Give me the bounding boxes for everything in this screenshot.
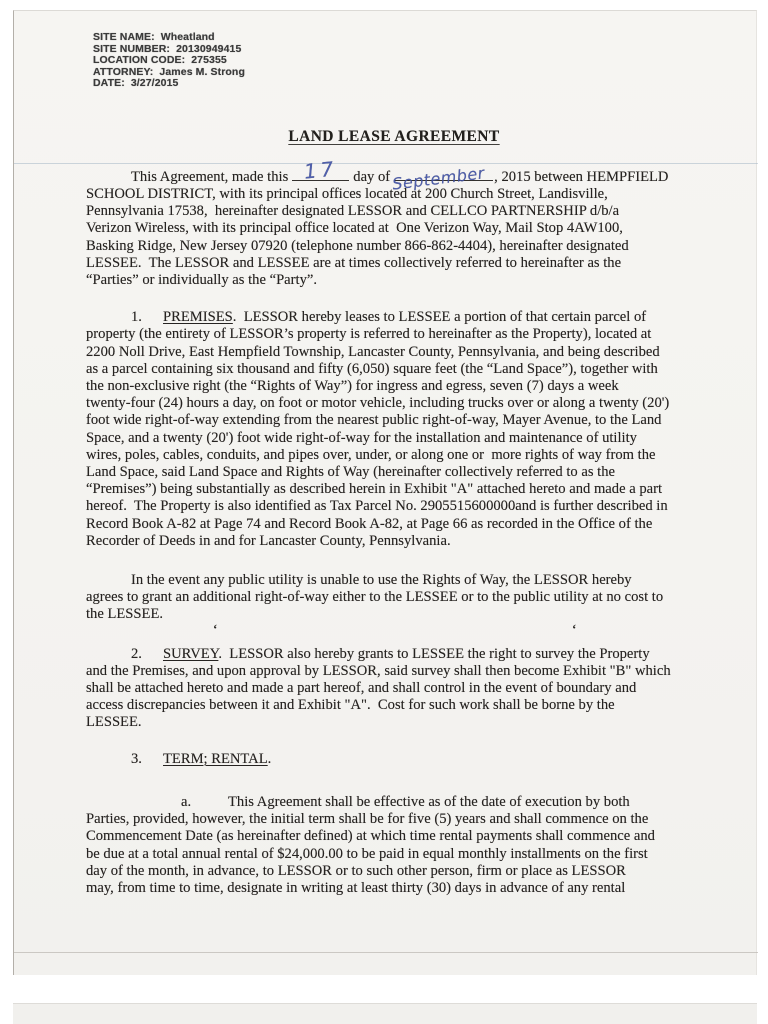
text-line: SCHOOL DISTRICT, with its principal offices located at 200 Church Street, Landisville, xyxy=(86,186,608,202)
premises-lines xyxy=(86,326,702,550)
utility-lines xyxy=(86,589,702,623)
next-page-edge xyxy=(13,1003,757,1024)
handwritten-month: September xyxy=(391,163,486,194)
text-line: foot wide right-of-way extending from the nearest public right-of-way, Mayer Avenue, to the Land xyxy=(86,412,662,429)
suba-label: a. xyxy=(181,793,192,810)
subparagraph-a xyxy=(86,794,702,897)
text-line: “Parties” or individually as the “Party”. xyxy=(86,272,317,289)
survey-section-number: 2. xyxy=(131,645,142,662)
suba-lines xyxy=(86,811,702,897)
document-body xyxy=(86,128,702,897)
utility-first-line: In the event any public utility is unable to use the Rights of Way, the LESSOR hereby xyxy=(131,572,632,589)
term-section-heading: TERM; RENTAL xyxy=(163,750,268,767)
text-line: Pennsylvania 17538, hereinafter designated LESSOR and CELLCO PARTNERSHIP d/b/a xyxy=(86,203,620,220)
text-line: and the Premises, and upon approval by LESSOR, said survey shall then become Exhibit "B" which xyxy=(86,662,671,679)
scan-artifact-line-bottom xyxy=(14,952,758,953)
text-line: twenty-four (24) hours a day, on foot or motor vehicle, including trucks over or along a twenty (20') xyxy=(86,395,670,412)
premises-paragraph xyxy=(86,309,702,550)
text-line: Verizon Wireless, with its principal office located at One Verizon Way, Mail Stop 4AW100, xyxy=(86,220,623,237)
term-heading-line xyxy=(86,751,271,767)
text-line: the non-exclusive right (the “Rights of Way”) for ingress and egress, seven (7) days a week xyxy=(86,378,619,395)
suba-first-line-text: This Agreement shall be effective as of the date of execution by both xyxy=(228,793,630,810)
handwritten-day: 17 xyxy=(303,155,339,184)
text-line: DATE: 3/27/2015 xyxy=(93,77,179,90)
document-page xyxy=(13,10,757,975)
suba-first-line xyxy=(86,794,630,810)
survey-first-line-text: . LESSOR also hereby grants to LESSEE the right to survey the Property xyxy=(218,645,650,662)
text-line: as a parcel containing six thousand and fifty (6,050) square feet (the “Land Space”), together with xyxy=(86,360,658,377)
text-line: be due at a total annual rental of $24,000.00 to be paid in equal monthly installments on the first xyxy=(86,845,648,862)
text-line: shall be attached hereto and made a part hereof, and shall control in the event of boundary and xyxy=(86,680,637,697)
month-blank-line xyxy=(391,163,493,194)
text-line: Land Space, said Land Space and Rights of Way (hereinafter collectively referred to as the xyxy=(86,464,615,481)
intro-lead-text: This Agreement, made this xyxy=(131,168,289,185)
text-line: hereof. The Property is also identified as Tax Parcel No. 2905515600000and is further described in xyxy=(86,498,668,515)
survey-lines xyxy=(86,663,702,732)
text-line: Parties, provided, however, the initial term shall be for five (5) years and shall commence on the xyxy=(86,811,649,828)
document-title xyxy=(86,128,702,145)
day-blank-line xyxy=(292,155,349,184)
text-line: day of the month, in advance, to LESSOR or to such other person, firm or place as LESSOR xyxy=(86,862,626,879)
text-line: Space, and a twenty (20') foot wide right-of-way for the installation and maintenance of utility xyxy=(86,429,637,446)
text-line: property (the entirety of LESSOR’s property is referred to hereinafter as the Property), located at xyxy=(86,326,652,343)
survey-paragraph xyxy=(86,646,702,732)
text-line: SITE NAME: Wheatland xyxy=(93,31,215,43)
text-line: LESSEE. The LESSOR and LESSEE are at times collectively referred to hereinafter as the xyxy=(86,254,622,271)
scan-speck-left: ‘ xyxy=(213,621,218,636)
text-line: agrees to grant an additional right-of-way either to the LESSEE or to the public utility at no cost to xyxy=(86,589,664,606)
text-line: wires, poles, cables, conduits, and pipes over, under, or along one or more rights of way from the xyxy=(86,446,656,463)
header-stamp xyxy=(93,32,245,90)
intro-mid-text: day of xyxy=(353,168,391,185)
text-line: SITE NUMBER: 20130949415 xyxy=(93,42,242,55)
document-title-text: LAND LEASE AGREEMENT xyxy=(288,128,500,145)
survey-first-line xyxy=(86,646,650,662)
text-line: the LESSEE. xyxy=(86,606,164,623)
premises-first-line-text: . LESSOR hereby leases to LESSEE a portion of that certain parcel of xyxy=(232,309,647,326)
scan-speck-right: ‘ xyxy=(572,621,577,636)
survey-section-heading: SURVEY xyxy=(163,645,219,662)
text-line: “Premises”) being substantially as described herein in Exhibit "A" attached hereto and made a part xyxy=(86,481,663,498)
term-heading-period: . xyxy=(267,750,272,767)
text-line: Commencement Date (as hereinafter defined) at which time rental payments shall commence and xyxy=(86,828,655,845)
premises-section-number: 1. xyxy=(131,309,142,326)
intro-lines xyxy=(86,186,702,289)
intro-tail-text: , 2015 between HEMPFIELD xyxy=(494,168,669,185)
text-line: access discrepancies between it and Exhibit "A". Cost for such work shall be borne by the xyxy=(86,697,615,714)
term-rental-heading-paragraph xyxy=(86,751,702,768)
text-line: 2200 Noll Drive, East Hempfield Township, Lancaster County, Pennsylvania, and being described xyxy=(86,343,660,360)
text-line: Basking Ridge, New Jersey 07920 (telephone number 866-862-4404), hereinafter designated xyxy=(86,237,629,254)
text-line: LESSEE. xyxy=(86,714,142,731)
utility-paragraph xyxy=(86,572,702,624)
text-line: Recorder of Deeds in and for Lancaster County, Pennsylvania. xyxy=(86,532,451,549)
text-line: LOCATION CODE: 275355 xyxy=(93,54,227,67)
premises-first-line xyxy=(86,309,646,325)
premises-section-heading: PREMISES xyxy=(163,309,233,326)
text-line: Record Book A-82 at Page 74 and Record Book A-82, at Page 66 as recorded in the Office of the xyxy=(86,515,653,532)
text-line: may, from time to time, designate in writing at least thirty (30) days in advance of any rental xyxy=(86,879,626,896)
term-section-number: 3. xyxy=(131,750,142,767)
text-line: ATTORNEY: James M. Strong xyxy=(93,65,245,78)
intro-paragraph xyxy=(86,155,702,289)
